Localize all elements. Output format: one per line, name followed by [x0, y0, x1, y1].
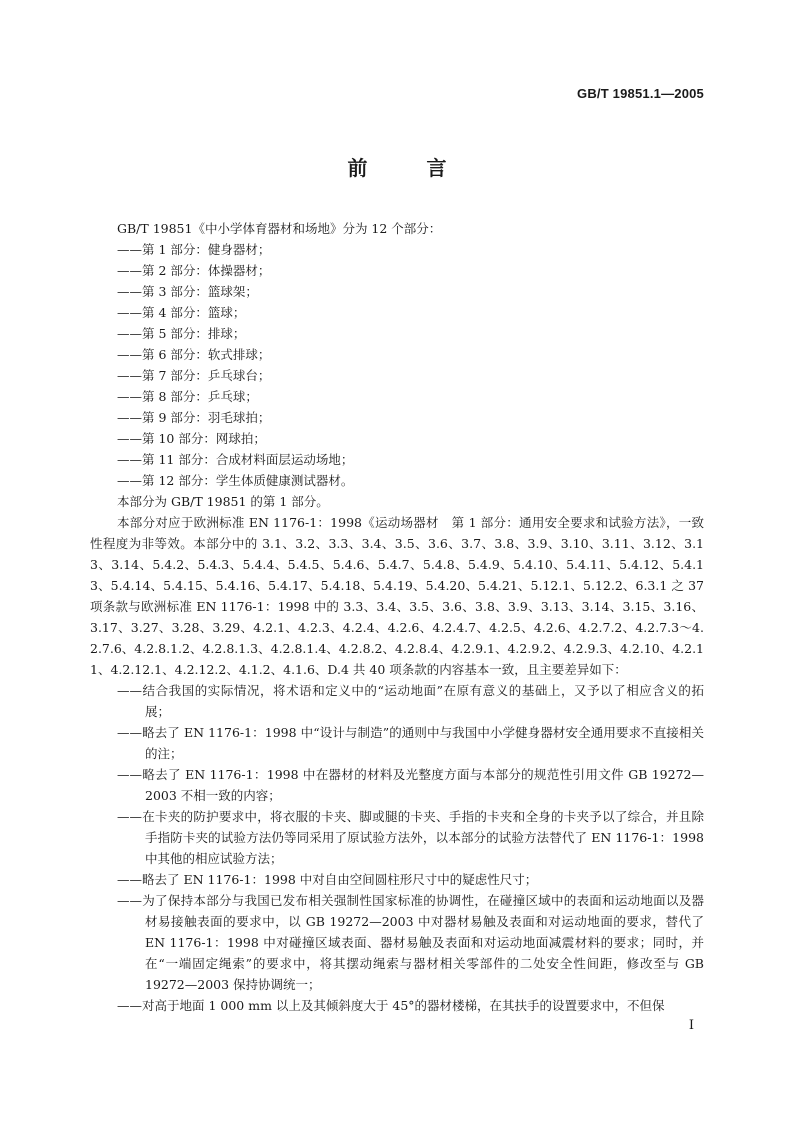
intro-paragraph: GB/T 19851《中小学体育器材和场地》分为 12 个部分：	[117, 221, 442, 236]
differences-list	[90, 680, 704, 1016]
page-title: 前 言	[347, 156, 473, 180]
list-item: ——第 5 部分：排球；	[117, 326, 246, 341]
list-item: ——第 9 部分：羽毛球拍；	[117, 410, 271, 425]
list-item: ——结合我国的实际情况，将术语和定义中的“运动地面”在原有意义的基础上，又予以了相应含义的拓展；	[117, 683, 704, 719]
list-item: ——第 8 部分：乒乓球；	[117, 389, 258, 404]
list-item: ——第 4 部分：篮球；	[117, 305, 246, 320]
this-part-paragraph: 本部分为 GB/T 19851 的第 1 部分。	[117, 494, 329, 509]
list-item: ——第 2 部分：体操器材；	[117, 263, 271, 278]
list-item: ——略去了 EN 1176-1：1998 中在器材的材料及光整度方面与本部分的规范性引用文件 GB 19272—2003 不相一致的内容；	[117, 767, 704, 803]
list-item: ——第 3 部分：篮球架；	[117, 284, 258, 299]
list-item: ——在卡夹的防护要求中，将衣服的卡夹、脚或腿的卡夹、手指的卡夹和全身的卡夹予以了综合，并且除手指防卡夹的试验方法仍等同采用了原试验方法外，以本部分的试验方法替代了 EN 1176-1：1998 中其他的相应试验方法；	[117, 809, 704, 866]
list-item: ——第 10 部分：网球拍；	[117, 431, 266, 446]
list-item: ——为了保持本部分与我国已发布相关强制性国家标准的协调性，在碰撞区域中的表面和运动地面以及器材易接触表面的要求中，以 GB 19272—2003 中对器材易触及表面和对运动地面的要求，替代了 EN 1176-1：1998 中对碰撞区域表面、器材易触及表面和对运动地面减震材料的要求；同时，并在“一端固定绳索”的要求中，将其摆动绳索与器材相关零部件的二处安全性间距，修改至与 GB 19272—2003 保持协调统一；	[117, 893, 704, 992]
list-item: ——第 7 部分：乒乓球台；	[117, 368, 271, 383]
list-item: ——第 12 部分：学生体质健康测试器材。	[117, 473, 354, 488]
list-item: ——略去了 EN 1176-1：1998 中“设计与制造”的通则中与我国中小学健身器材安全通用要求不直接相关的注；	[117, 725, 704, 761]
list-item: ——第 11 部分：合成材料面层运动场地；	[117, 452, 354, 467]
page-number: I	[688, 1018, 694, 1033]
document-body	[90, 218, 704, 1016]
list-item: ——略去了 EN 1176-1：1998 中对自由空间圆柱形尺寸中的疑虑性尺寸；	[117, 872, 538, 887]
parts-list	[90, 239, 704, 491]
standard-code: GB/T 19851.1—2005	[577, 86, 704, 101]
correspondence-paragraph: 本部分对应于欧洲标准 EN 1176-1：1998《运动场器材 第 1 部分：通用安全要求和试验方法》，一致性程度为非等效。本部分中的 3.1、3.2、3.3、3.4、3.5、3.6、3.7、3.8、3.9、3.10、3.11、3.12、3.13、3.14、5.4.2、5.4.3、5.4.4、5.4.5、5.4.6、5.4.7、5.4.8、5.4.9、5.4.10、5.4.11、5.4.12、5.4.13、5.4.14、5.4.15、5.4.16、5.4.17、5.4.18、5.4.19、5.4.20、5.4.21、5.12.1、5.12.2、6.3.1 之 37 项条款与欧洲标准 EN 1176-1：1998 中的 3.3、3.4、3.5、3.6、3.8、3.9、3.13、3.14、3.15、3.16、3.17、3.27、3.28、3.29、4.2.1、4.2.3、4.2.4、4.2.6、4.2.4.7、4.2.5、4.2.6、4.2.7.2、4.2.7.3～4.2.7.6、4.2.8.1.2、4.2.8.1.3、4.2.8.1.4、4.2.8.2、4.2.8.4、4.2.9.1、4.2.9.2、4.2.9.3、4.2.10、4.2.11、4.2.12.1、4.2.12.2、4.1.2、4.1.6、D.4 共 40 项条款的内容基本一致，且主要差异如下：	[90, 515, 705, 677]
list-item: ——第 1 部分：健身器材；	[117, 242, 271, 257]
list-item: ——第 6 部分：软式排球；	[117, 347, 271, 362]
list-item: ——对高于地面 1 000 mm 以上及其倾斜度大于 45°的器材楼梯，在其扶手的设置要求中，不但保	[117, 998, 665, 1013]
